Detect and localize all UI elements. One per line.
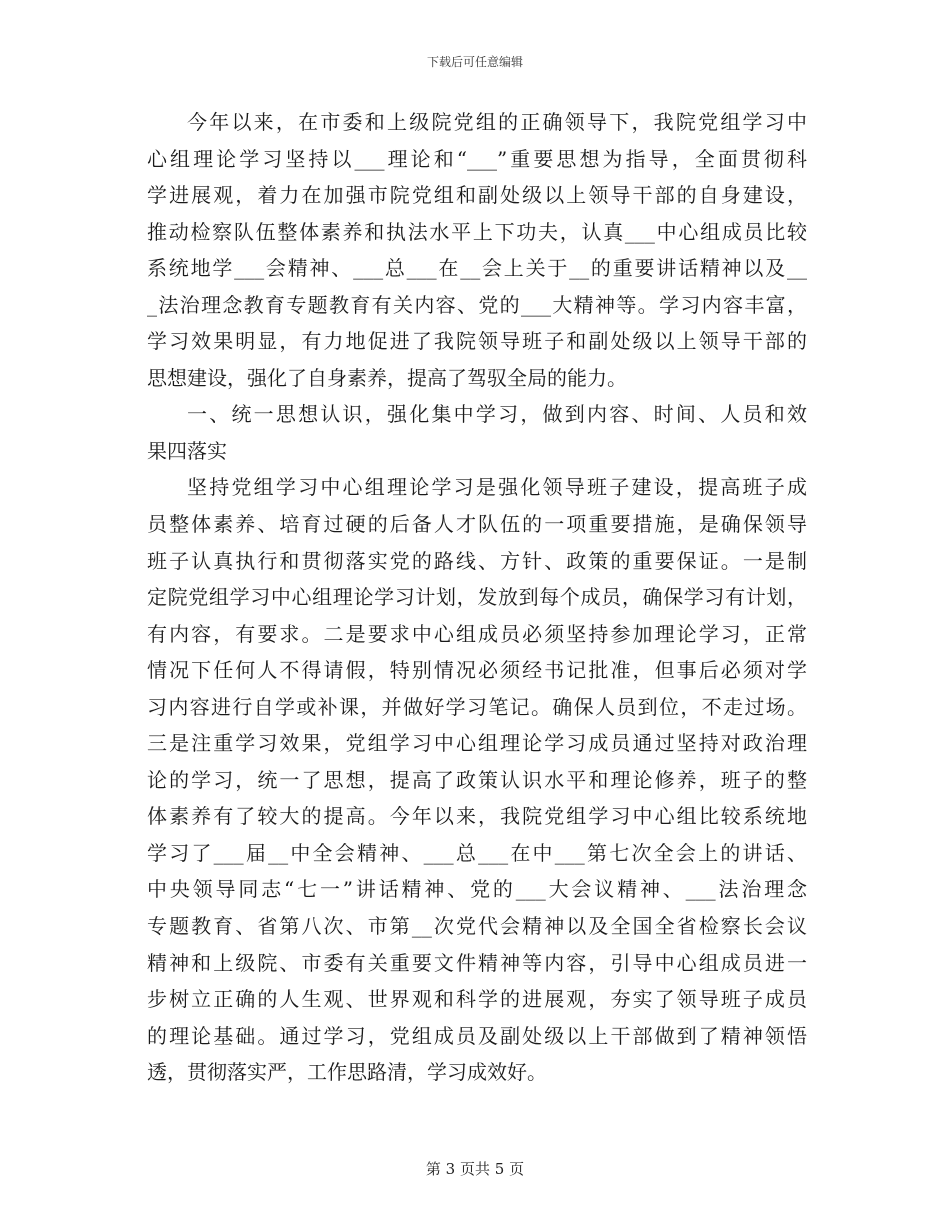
text-line: 学习效果明显，有力地促进了我院领导班子和副处级以上领导干部的	[147, 329, 807, 354]
text-line: 体素养有了较大的提高。今年以来，我院党组学习中心组比较系统地	[147, 804, 807, 829]
text-line: 的理论基础。通过学习，党组成员及副处级以上干部做到了精神领悟	[147, 1023, 807, 1048]
page-footer: 第 3 页共 5 页	[425, 1160, 525, 1178]
text-line: 习内容进行自学或补课，并做好学习笔记。确保人员到位，不走过场。	[147, 694, 807, 719]
text-line: 思想建设，强化了自身素养，提高了驾驭全局的能力。	[147, 365, 627, 390]
text-line: 论的学习，统一了思想，提高了政策认识水平和理论修养，班子的整	[147, 767, 807, 792]
text-line: 班子认真执行和贯彻落实党的路线、方针、政策的重要保证。一是制	[147, 548, 807, 573]
text-line: 专题教育、省第八次、市第__次党代会精神以及全国全省检察长会议	[147, 914, 807, 939]
text-line: 定院党组学习中心组理论学习计划，发放到每个成员，确保学习有计划，	[147, 585, 807, 610]
text-line: 精神和上级院、市委有关重要文件精神等内容，引导中心组成员进一	[147, 950, 807, 975]
text-line: 系统地学___会精神、___总___在__会上关于__的重要讲话精神以及__	[147, 256, 807, 281]
section-heading-cont: 果四落实	[147, 438, 227, 463]
section-heading: 一、统一思想认识，强化集中学习，做到内容、时间、人员和效	[187, 402, 807, 427]
text-line: 员整体素养、培育过硬的后备人才队伍的一项重要措施，是确保领导	[147, 512, 807, 537]
text-line: 透，贯彻落实严，工作思路清，学习成效好。	[147, 1060, 547, 1085]
text-line: 今年以来，在市委和上级院党组的正确领导下，我院党组学习中	[187, 110, 807, 134]
text-line: 坚持党组学习中心组理论学习是强化领导班子建设，提高班子成	[187, 475, 807, 500]
text-line: 中央领导同志“七一”讲话精神、党的___大会议精神、___法治理念	[147, 877, 807, 902]
document-body	[147, 104, 807, 1091]
text-line: 步树立正确的人生观、世界观和科学的进展观，夯实了领导班子成员	[147, 987, 807, 1012]
text-line: 学进展观，着力在加强市院党组和副处级以上领导干部的自身建设，	[147, 183, 807, 208]
text-line: 三是注重学习效果，党组学习中心组理论学习成员通过坚持对政治理	[147, 731, 807, 756]
text-line: _法治理念教育专题教育有关内容、党的___大精神等。学习内容丰富，	[147, 292, 807, 317]
text-line: 有内容，有要求。二是要求中心组成员必须坚持参加理论学习，正常	[147, 621, 807, 646]
text-line: 情况下任何人不得请假，特别情况必须经书记批准，但事后必须对学	[147, 658, 807, 683]
text-line: 心组理论学习坚持以___理论和“___”重要思想为指导，全面贯彻科	[147, 146, 807, 171]
text-line: 学习了___届__中全会精神、___总___在中___第七次全会上的讲话、	[147, 840, 807, 865]
page-header: 下载后可任意编辑	[426, 55, 523, 69]
text-line: 推动检察队伍整体素养和执法水平上下功夫，认真___中心组成员比较	[147, 219, 807, 244]
